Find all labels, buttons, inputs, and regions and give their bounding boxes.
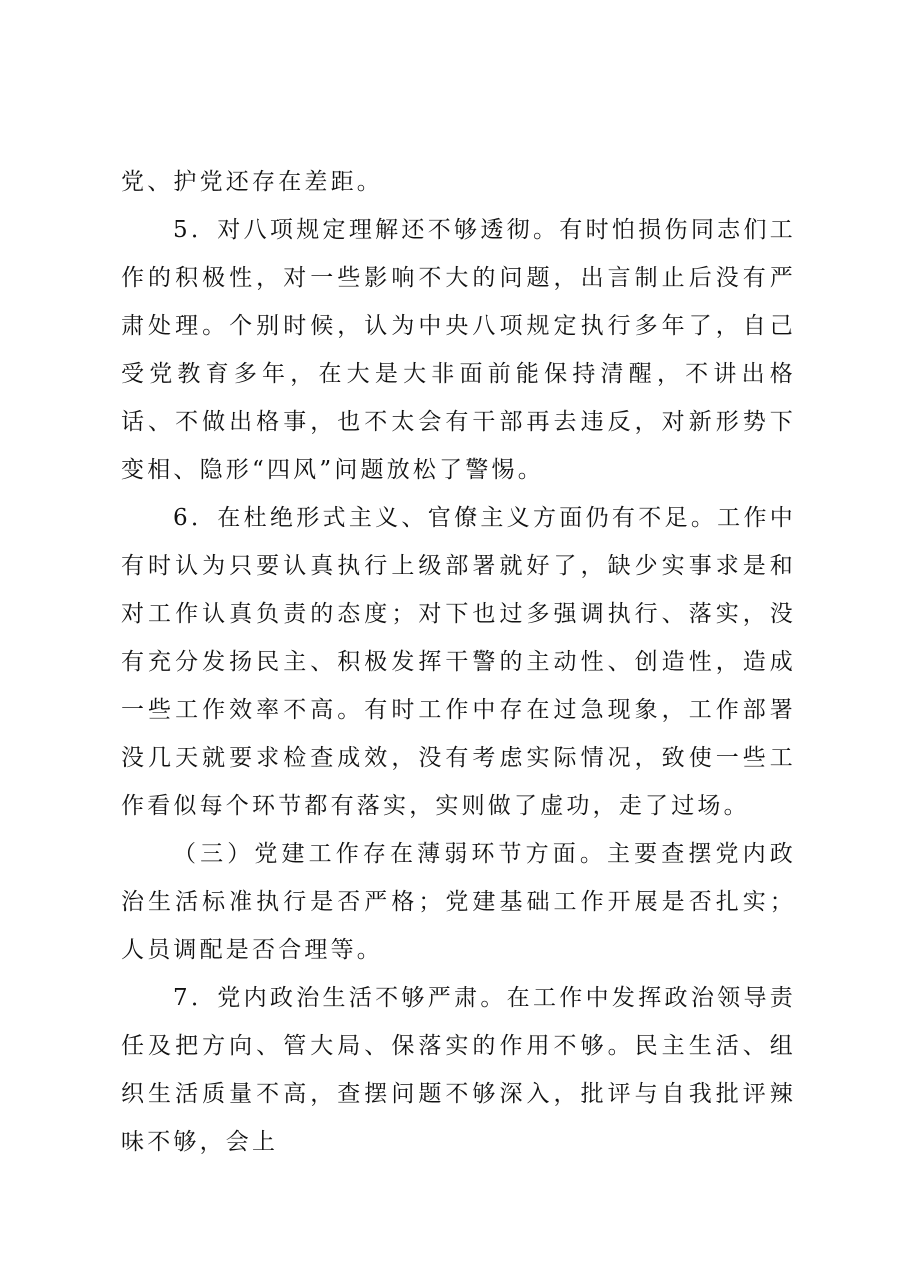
paragraph-item-6: 6．在杜绝形式主义、官僚主义方面仍有不足。工作中有时认为只要认真执行上级部署就好了，缺少实事求是和对工作认真负责的态度；对下也过多强调执行、落实，没有充分发扬民主、积极发挥干警的主动性、创造性，造成一些工作效率不高。有时工作中存在过急现象，工作部署没几天就要求检查成效，没有考虑实际情况，致使一些工作看似每个环节都有落实，实则做了虚功，走了过场。 bbox=[121, 505, 796, 819]
document-body bbox=[121, 158, 796, 1166]
paragraph-section-3: （三）党建工作存在薄弱环节方面。主要查摆党内政治生活标准执行是否严格；党建基础工作开展是否扎实；人员调配是否合理等。 bbox=[121, 841, 796, 963]
paragraph-item-5: 5．对八项规定理解还不够透彻。有时怕损伤同志们工作的积极性，对一些影响不大的问题，出言制止后没有严肃处理。个别时候，认为中央八项规定执行多年了，自己受党教育多年，在大是大非面前能保持清醒，不讲出格话、不做出格事，也不太会有干部再去违反，对新形势下变相、隐形“四风”问题放松了警惕。 bbox=[121, 217, 796, 483]
paragraph-item-7: 7．党内政治生活不够严肃。在工作中发挥政治领导责任及把方向、管大局、保落实的作用不够。民主生活、组织生活质量不高，查摆问题不够深入，批评与自我批评辣味不够，会上 bbox=[121, 985, 796, 1155]
paragraph-continuation: 党、护党还存在差距。 bbox=[121, 169, 383, 195]
